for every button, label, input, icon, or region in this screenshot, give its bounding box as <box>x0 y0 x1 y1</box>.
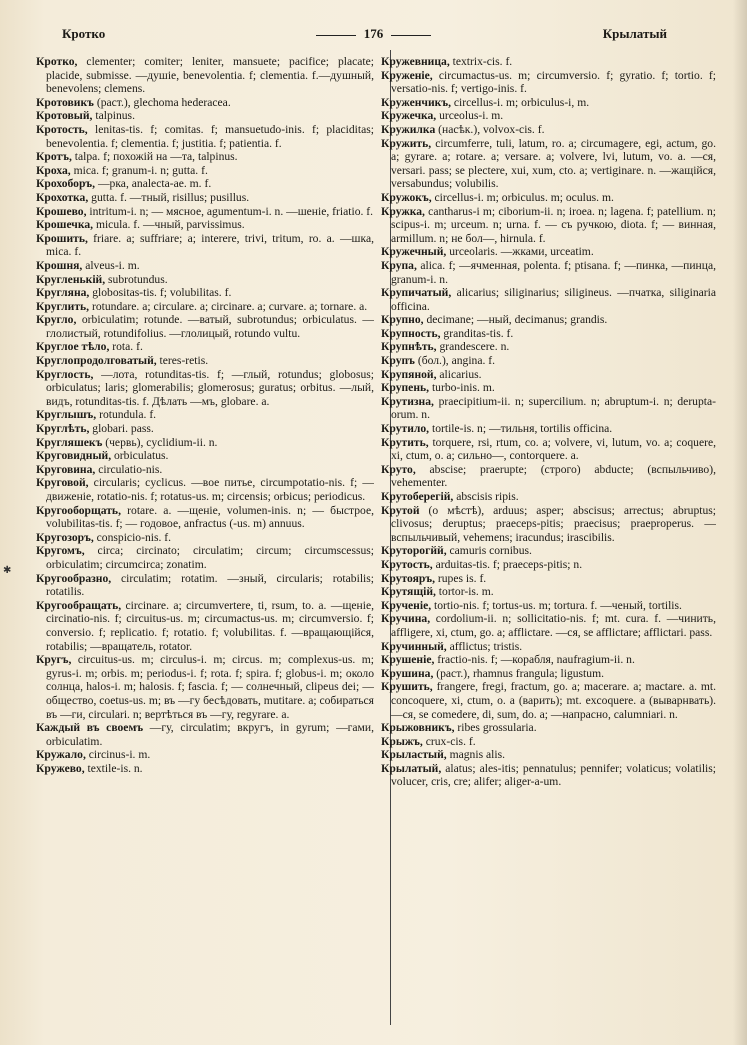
entry-headword: Кругообращать, <box>36 598 122 612</box>
entry-definition: —рка, analecta-ae. m. f. <box>95 177 212 191</box>
entry-definition: urceolaris. —жками, urceatim. <box>446 245 594 259</box>
entry-definition: circinus-i. m. <box>85 748 151 762</box>
dictionary-entry <box>36 191 374 205</box>
entry-definition: globari. pass. <box>89 422 154 436</box>
entry-headword: Круто, <box>381 462 416 476</box>
entry-definition: (раст.), glechoma hederacea. <box>93 95 231 109</box>
entry-headword: Кротовикъ <box>36 95 94 109</box>
dictionary-entry <box>36 449 374 463</box>
dictionary-entry <box>36 340 374 354</box>
entry-definition: circumactus-us. m; circumversio. f; gyratio. f; tortio. f; versatio-nis. f; vertigo-inis. f. <box>391 68 716 96</box>
dictionary-entry <box>381 368 716 382</box>
page-number: 176 <box>363 26 384 41</box>
entry-definition: tortor-is. m. <box>435 585 494 599</box>
entry-definition: textrix-cis. f. <box>449 55 513 68</box>
entry-definition: cordolium-ii. n; sollicitatio-nis. f; mt. cura. f. —чинить, affligere, xi, ctum, go. a; afflictare. —ся, se afflictare; afflictari. pass. <box>391 612 716 639</box>
entry-definition: urceolus-i. m. <box>436 109 504 123</box>
entry-definition: rotare. a. —щеніе, volumen-inis. n; — быстрое, volubilitas-tis. f; — годовое, anfractus (-us. m) annuus. <box>46 503 374 531</box>
entry-headword: Кружилка <box>381 122 436 136</box>
entry-headword: Крушить, <box>381 680 433 694</box>
dictionary-entry <box>36 476 374 503</box>
dictionary-entry <box>381 259 716 286</box>
entry-definition: circa; circinato; circulatim; circum; circumscessus; orbiculatim; circumcirca; zonatim. <box>46 544 374 571</box>
dictionary-entry <box>381 436 716 463</box>
dictionary-entry <box>36 544 374 571</box>
dictionary-entry <box>36 150 374 164</box>
dictionary-entry <box>381 286 716 313</box>
dictionary-entry <box>36 408 374 422</box>
entry-headword: Каждый въ своемъ <box>36 721 144 735</box>
dictionary-entry <box>381 327 716 341</box>
dictionary-entry <box>381 123 716 137</box>
dictionary-entry <box>36 354 374 368</box>
entry-headword: Кружка, <box>381 204 425 218</box>
entry-headword: Кружало, <box>36 748 86 762</box>
dictionary-entry <box>381 313 716 327</box>
header-right-word: Крылатый <box>602 26 667 41</box>
dictionary-entry <box>381 381 716 395</box>
dictionary-entry <box>36 109 374 123</box>
entry-headword: Крылатый, <box>381 761 442 775</box>
dictionary-entry <box>36 286 374 300</box>
entry-definition: crux-cis. f. <box>422 734 476 748</box>
entry-definition: mica. f; granum-i. n; gutta. f. <box>70 163 208 177</box>
entry-headword: Крошево, <box>36 204 87 218</box>
entry-headword: Крутящій, <box>381 585 436 599</box>
dictionary-entry <box>36 313 374 340</box>
dictionary-entry <box>381 572 716 586</box>
entry-definition: friare. a; suffriare; a; interere, trivi, tritum, ro. a. —шка, mica. f. <box>46 231 374 259</box>
entry-headword: Крупяной, <box>381 367 437 381</box>
entry-definition: alveus-i. m. <box>82 258 140 272</box>
entry-headword: Кручина, <box>381 612 431 626</box>
dictionary-entry <box>36 422 374 436</box>
dictionary-entry <box>381 504 716 545</box>
dictionary-entry <box>381 245 716 259</box>
entry-definition: conspicio-nis. f. <box>93 530 172 544</box>
dictionary-entry <box>381 137 716 191</box>
entry-headword: Кружевница, <box>381 55 450 68</box>
entry-headword: Крупъ <box>381 354 415 368</box>
dictionary-entry <box>381 653 716 667</box>
entry-definition: circularis; cyclicus. —вое питье, circumpotatio-nis. f; —движеніе, rotatio-nis. f; rotatus-us. m; circensis; orbicus; periodicus. <box>46 476 374 503</box>
entry-headword: Крутизна, <box>381 394 434 408</box>
dictionary-entry <box>36 164 374 178</box>
dictionary-entry <box>36 177 374 191</box>
dictionary-entry <box>36 218 374 232</box>
entry-definition: circellus-i. m; orbiculus-i, m. <box>450 95 590 109</box>
entry-definition: clementer; comiter; leniter, mansuete; pacifice; placate; placide, submisse. —душіе, benevolentia. f; clementia. f.—душный, benevolens; clemens. <box>46 55 374 96</box>
entry-definition: teres-retis. <box>156 354 209 368</box>
entry-headword: Кротъ, <box>36 150 72 164</box>
dictionary-entry <box>381 599 716 613</box>
dictionary-entry <box>381 205 716 246</box>
entry-definition: decimane; —ный, decimanus; grandis. <box>423 313 608 327</box>
entry-definition: circulatio-nis. <box>95 462 163 476</box>
entry-definition: torquere, rsi, rtum, co. a; volvere, vi, lutum, vo. a; coquere, xi, ctum, o. a; сильно—, contorquere. a. <box>391 435 716 463</box>
entry-definition: alica. f; —ячменная, polenta. f; ptisana. f; —пинка, —пинца, granum-i. n. <box>391 258 716 286</box>
entry-headword: Крутой <box>381 503 420 517</box>
dictionary-entry <box>36 368 374 409</box>
entry-definition: rupes is. f. <box>435 571 487 585</box>
entry-definition: rotundare. a; circulare. a; circinare. a; curvare. a; tornare. a. <box>89 299 368 313</box>
entry-definition: abscise; praerupte; (строго) abducte; (вспыльчиво), vehementer. <box>391 462 716 490</box>
entry-headword: Крошня, <box>36 258 83 272</box>
entry-headword: Кружить, <box>381 136 432 150</box>
entry-definition: intritum-i. n; — мясное, agumentum-i. n. —шеніе, friatio. f. <box>86 204 374 218</box>
entry-headword: Крутило, <box>381 422 430 436</box>
entry-definition: talpa. f; похожій на —та, talpinus. <box>71 150 238 164</box>
entry-definition: alatus; ales-itis; pennatulus; pennifer; volaticus; volatilis; volucer, cris, cre; alifer; aliger-a-um. <box>391 761 716 789</box>
entry-definition: ribes grossularia. <box>454 721 537 735</box>
entry-headword: Круговой, <box>36 476 89 490</box>
entry-definition: orbiculatus. <box>111 449 169 463</box>
dictionary-entry <box>36 96 374 110</box>
dictionary-entry <box>381 558 716 572</box>
entry-headword: Кругъ, <box>36 653 72 667</box>
entry-definition: textile-is. n. <box>84 761 143 775</box>
entry-headword: Крохоборъ, <box>36 177 96 191</box>
entry-definition: magnis alis. <box>446 748 505 762</box>
dictionary-entry <box>36 55 374 96</box>
entry-headword: Крутить, <box>381 435 429 449</box>
entry-headword: Кругомъ, <box>36 544 85 558</box>
entry-headword: Кругляшекъ <box>36 435 103 449</box>
entry-headword: Круглѣть, <box>36 422 90 436</box>
dictionary-entry <box>381 490 716 504</box>
entry-headword: Круженіе, <box>381 68 433 82</box>
entry-definition: (раст.), rhamnus frangula; ligustum. <box>433 666 604 680</box>
entry-headword: Круженчикъ, <box>381 95 451 109</box>
entry-headword: Круглопродолговатый, <box>36 354 157 368</box>
entry-definition: orbiculatim; rotunde. —ватый, subrotundus; orbiculatus. —глолистый, rotundifolius. —глолицый, rotundo vultu. <box>46 313 374 340</box>
dictionary-entry <box>36 300 374 314</box>
entry-headword: Кружево, <box>36 761 85 775</box>
entry-definition: lenitas-tis. f; comitas. f; mansuetudo-inis. f; placiditas; benevolentia. f; clementia. f; justitia. f; patientia. f. <box>46 122 374 150</box>
entry-definition: frangere, fregi, fractum, go. a; macerare. a; mactare. a. mt. concoquere, xi, ctum, o. a (варить); mt. excoquere. a (выварнвать). —ся, se comedere, di, sum, do. a; —напрасно, calumniari. n. <box>391 680 716 721</box>
entry-headword: Круглить, <box>36 299 90 313</box>
right-column <box>381 55 716 1030</box>
entry-headword: Крупно, <box>381 313 424 327</box>
dictionary-entry <box>36 259 374 273</box>
page-header <box>40 22 707 46</box>
entry-definition: rota. f. <box>109 340 143 354</box>
entry-headword: Крутоберегій, <box>381 490 454 503</box>
entry-definition: fractio-nis. f; —корабля, naufragium-ii. n. <box>434 653 635 667</box>
dictionary-entry <box>381 340 716 354</box>
dictionary-entry <box>381 463 716 490</box>
entry-headword: Крупнѣть, <box>381 340 437 354</box>
entry-definition: gutta. f. —тный, risillus; pusillus. <box>88 190 250 204</box>
entry-definition: tortio-nis. f; tortus-us. m; tortura. f. —ченый, tortilis. <box>431 598 682 612</box>
entry-headword: Крутость, <box>381 557 433 571</box>
entry-headword: Кругло, <box>36 313 77 327</box>
entry-definition: (червь), cyclidium-ii. n. <box>102 435 218 449</box>
header-left-word: Кротко <box>62 26 106 41</box>
entry-definition: alicarius; siliginarius; siligineus. —пчатка, siliginaria officina. <box>391 286 716 313</box>
dictionary-entry <box>36 463 374 477</box>
dictionary-entry <box>36 232 374 259</box>
dictionary-entry <box>381 69 716 96</box>
entry-headword: Крупа, <box>381 258 417 272</box>
entry-headword: Крыжъ, <box>381 734 423 748</box>
dictionary-entry <box>381 96 716 110</box>
entry-headword: Кроха, <box>36 163 71 177</box>
entry-headword: Круглость, <box>36 367 94 381</box>
entry-headword: Крупность, <box>381 326 441 340</box>
entry-headword: Крутояръ, <box>381 571 435 585</box>
entry-headword: Кругообразно, <box>36 571 112 585</box>
dictionary-entry <box>36 504 374 531</box>
dictionary-entry <box>381 395 716 422</box>
dictionary-entry <box>36 653 374 721</box>
dictionary-entry <box>381 109 716 123</box>
dictionary-entry <box>36 273 374 287</box>
entry-definition: —гу, circulatim; вкругъ, in gyrum; —гами, orbiculatim. <box>46 721 374 748</box>
ink-speck: ✱ <box>3 565 12 576</box>
entry-definition: circinare. a; circumvertere, ti, rsum, to. a. —щеніе, circinatio-nis. f; circuitus-us. m; circumactus-us. m; circumversio. f; conversio. f; replicatio. f; rotatio. f; volubilitas. f. —вращающійся, rotabilis; —вращатель, rotator. <box>46 598 374 653</box>
entry-headword: Круглышъ, <box>36 408 97 422</box>
entry-definition: arduitas-tis. f; praeceps-pitis; n. <box>432 557 583 571</box>
entry-definition: circellus-i. m; orbiculus. m; oculus. m. <box>431 190 614 204</box>
dictionary-entry <box>36 599 374 653</box>
entry-definition: camuris cornibus. <box>446 544 532 558</box>
entry-headword: Кружечка, <box>381 109 437 123</box>
dictionary-entry <box>381 640 716 654</box>
entry-definition: (бол.), angina. f. <box>414 354 496 368</box>
dictionary-entry <box>381 55 716 69</box>
entry-definition: talpinus. <box>92 109 135 123</box>
entry-headword: Крыжовникъ, <box>381 721 455 735</box>
dictionary-entry <box>381 735 716 749</box>
entry-headword: Кругляна, <box>36 286 90 300</box>
dictionary-entry <box>36 721 374 748</box>
entry-definition: circumferre, tuli, latum, ro. a; circumagere, egi, actum, go. a; gyrare. a; rotare. a; versare. a; volvere, lvi, lutum, vo. a. —ся, versari. pass; se plectere, xui, xum, cto. a; vertiginare. n. —жащійся, versabundus; volubilis. <box>391 136 716 191</box>
dictionary-entry <box>381 762 716 789</box>
entry-headword: Крошить, <box>36 231 88 245</box>
entry-headword: Кругленькій, <box>36 272 106 286</box>
entry-definition: granditas-tis. f. <box>440 326 514 340</box>
dictionary-entry <box>381 721 716 735</box>
dictionary-entry <box>36 572 374 599</box>
entry-headword: Круторогйй, <box>381 544 447 558</box>
entry-headword: Крупичатый, <box>381 286 452 300</box>
columns <box>36 55 716 1030</box>
entry-definition: micula. f. —чный, parvissimus. <box>93 218 245 232</box>
entry-definition: circulatim; rotatim. —зный, circularis; rotabilis; rotatilis. <box>46 571 374 599</box>
entry-headword: Крушина, <box>381 666 434 680</box>
entry-headword: Крыластый, <box>381 748 447 762</box>
dictionary-entry <box>36 205 374 219</box>
entry-definition: grandescere. n. <box>436 340 510 354</box>
dictionary-entry <box>381 612 716 639</box>
entry-definition: abscisis ripis. <box>453 490 519 503</box>
dictionary-entry <box>381 354 716 368</box>
entry-definition: alicarius. <box>436 367 482 381</box>
entry-definition: (о мѣстѣ), arduus; asper; abscisus; arrectus; abruptus; clivosus; deruptus; praeceps-pitis; praecisus; praeproperus. — вспыльчивый, vehemens; iracundus; irascibilis. <box>391 503 716 544</box>
entry-headword: Кругооборщать, <box>36 503 121 517</box>
dictionary-entry <box>36 531 374 545</box>
entry-headword: Круговина, <box>36 462 96 476</box>
entry-definition: —лота, rotunditas-tis. f; —глый, rotundus; globosus; orbiculatus; laris; glomerabilis; glomerosus; guratus; orbitus. —лый, видъ, rotunditas-tis. f. Дѣлать —мъ, globare. a. <box>46 367 374 408</box>
entry-definition: globositas-tis. f; volubilitas. f. <box>89 286 232 300</box>
entry-definition: rotundula. f. <box>96 408 157 422</box>
entry-headword: Крученіе, <box>381 598 432 612</box>
entry-headword: Круглое тѣло, <box>36 340 110 354</box>
dictionary-entry <box>381 191 716 205</box>
entry-headword: Крупень, <box>381 381 430 395</box>
dictionary-entry <box>381 667 716 681</box>
dictionary-entry <box>36 123 374 150</box>
dictionary-entry <box>381 422 716 436</box>
entry-headword: Круговидный, <box>36 449 112 463</box>
entry-headword: Кротко, <box>36 55 78 68</box>
left-column <box>36 55 374 1030</box>
page-edge-shadow <box>733 0 747 1045</box>
entry-headword: Крошечка, <box>36 218 94 232</box>
dictionary-entry <box>36 762 374 776</box>
dictionary-entry <box>381 585 716 599</box>
entry-headword: Кружечный, <box>381 245 447 259</box>
entry-definition: praecipitium-ii. n; supercilium. n; abruptum-i. n; derupta-orum. n. <box>391 394 716 422</box>
header-rule-left <box>316 35 356 36</box>
header-rule-right <box>391 35 431 36</box>
entry-definition: afflictus; tristis. <box>446 639 523 653</box>
entry-definition: turbo-inis. m. <box>429 381 495 395</box>
entry-headword: Кружокъ, <box>381 190 432 204</box>
entry-definition: subrotundus. <box>105 272 168 286</box>
dictionary-entry <box>381 748 716 762</box>
dictionary-entry <box>36 436 374 450</box>
entry-headword: Крохотка, <box>36 190 89 204</box>
dictionary-entry <box>381 680 716 721</box>
entry-headword: Крушеніе, <box>381 653 435 667</box>
entry-headword: Кротость, <box>36 122 88 136</box>
entry-definition: (насѣк.), volvox-cis. f. <box>435 122 545 136</box>
entry-headword: Кругозоръ, <box>36 530 94 544</box>
entry-headword: Кротовый, <box>36 109 93 123</box>
entry-definition: cantharus-i m; ciborium-ii. n; iroea. n; lagena. f; patellium. n; scipus-i. m; urceum. n; urna. f. — съ ручкою, diota. f; — винная, armillum. n; не бол—, hirnula. f. <box>391 204 716 245</box>
entry-definition: circuitus-us. m; circulus-i. m; circus. m; complexus-us. m; gyrus-i. m; orbis. m; periodus-i. f; rota. f; spira. f; globus-i. m; около солнца, halos-i. m; halosis. f; fascia. f; — солнечный, clipeus dei; — общество, coetus-us. m; въ —гу бесѣдовать, mutitare. a; собираться въ —ги, circulari. n; вертѣться въ —гу, regyrare. a. <box>46 653 374 721</box>
dictionary-entry <box>381 544 716 558</box>
entry-definition: tortile-is. n; —тильня, tortilis officina. <box>429 422 613 436</box>
entry-headword: Кручинный, <box>381 639 447 653</box>
dictionary-entry <box>36 748 374 762</box>
